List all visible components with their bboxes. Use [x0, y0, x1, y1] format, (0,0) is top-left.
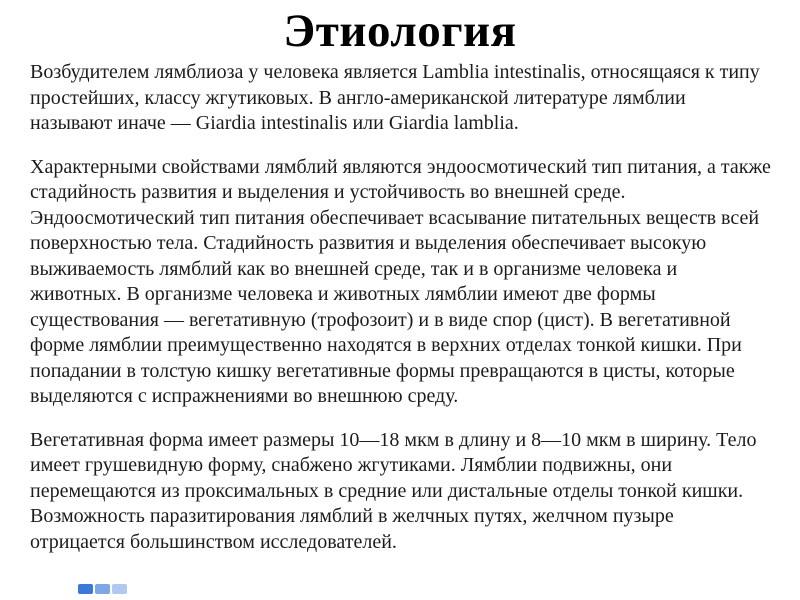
blue-square-icon	[112, 584, 127, 594]
body-paragraph-etiology-agent: Возбудителем лямблиоза у человека является Lamblia intestinalis, относящаяся к типу простейших, классу жгутиковых. В англо-американской литературе лямблии называют иначе — Giardia intestinalis или Giardia lamblia.	[30, 61, 760, 134]
slide-body	[0, 58, 800, 555]
blue-square-icon	[95, 584, 110, 594]
slide-title: Этиология	[283, 5, 517, 57]
blue-square-icon	[78, 584, 93, 594]
body-paragraph-properties-forms: Характерными свойствами лямблий являются эндоосмотический тип питания, а также стадийность развития и выделения и устойчивость во внешней среде. Эндоосмотический тип питания обеспечивает всасывание питательных веществ всей поверхностью тела. Стадийность развития и выделения обеспечивает высокую выживаемость лямблий как во внешней среде, так и в организме человека и животных. В организме человека и животных лямблии имеют две формы существования — вегетативную (трофозоит) и в виде спор (цист). В вегетативной форме лямблии преимущественно находятся в верхних отделах тонкой кишки. При попадании в толстую кишку вегетативные формы превращаются в цисты, которые выделяются с испражнениями во внешнюю среду.	[30, 155, 771, 407]
footer-watermark-badge	[78, 584, 127, 594]
body-paragraph-vegetative-form: Вегетативная форма имеет размеры 10—18 мкм в длину и 8—10 мкм в ширину. Тело имеет грушевидную форму, снабжено жгутиками. Лямблии подвижны, они перемещаются из проксимальных в средние или дистальные отделы тонкой кишки. Возможность паразитирования лямблий в желчных путях, желчном пузыре отрицается большинством исследователей.	[30, 428, 757, 553]
